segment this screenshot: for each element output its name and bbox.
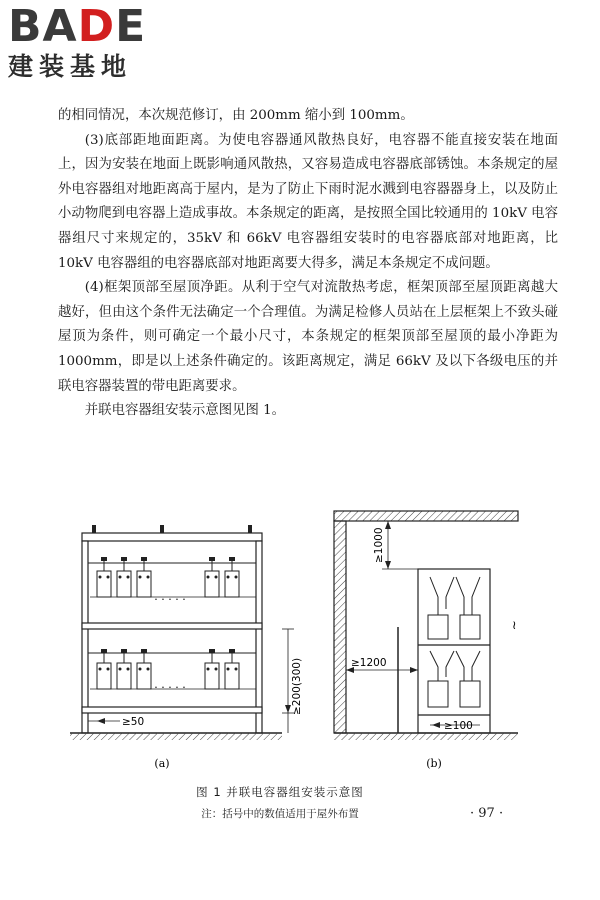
capacitor-unit xyxy=(117,649,131,689)
figure-note: 注：括号中的数值适用于屋外布置 xyxy=(201,808,359,820)
figure-drawing xyxy=(60,505,540,780)
break-mark: ≀ xyxy=(512,618,517,632)
continuation-dots-lower: · · · · · xyxy=(154,681,186,694)
capacitor-unit xyxy=(225,649,239,689)
logo xyxy=(8,1,178,82)
capacitor-unit xyxy=(137,649,151,689)
label-b: (b) xyxy=(426,757,442,770)
paragraph-bottom-clearance: (3)底部距地面距离。为使电容器通风散热良好，电容器不能直接安装在地面上，因为安装在地面上既影响通风散热，又容易造成电容器底部锈蚀。本条规定的屋外电容器组对地距离高于屋内，是为了防止下雨时泥水溅到电容器器身上，以及防止小动物爬到电容器上造成事故。本条规定的距离，是按照全国比较通用的 10kV 电容器组尺寸来规定的，35kV 和 66kV 电容器组安装时的电容器底部对地距离，比 10kV 电容器组的电容器底部对地距离要大得多，满足本条规定不成问题。 xyxy=(58,132,558,271)
figure-caption: 图 1 并联电容器组安装示意图 xyxy=(196,785,364,799)
frame-bottom-shelf xyxy=(82,707,262,713)
label-a: (a) xyxy=(154,757,170,770)
frame-left-post xyxy=(82,541,88,733)
ground-hatch xyxy=(70,733,282,740)
capacitor-unit xyxy=(97,649,111,689)
dim-wall-clearance: ≥1200 xyxy=(351,657,387,669)
drawing-a xyxy=(70,525,303,770)
logo-subtitle: 建装基地 xyxy=(8,52,133,81)
dim-roof-clearance: ≥1000 xyxy=(373,527,385,563)
paragraph-continuation: 的相同情况，本次规范修订，由 200mm 缩小到 100mm。 xyxy=(58,108,414,123)
ground-hatch-b xyxy=(334,733,518,740)
roof-slab xyxy=(334,511,518,521)
paragraph-figure-reference: 并联电容器组安装示意图见图 1。 xyxy=(84,403,286,419)
dim-gap: ≥50 xyxy=(122,716,145,728)
page-number: · 97 · xyxy=(470,806,504,821)
capacitor-installation-figure xyxy=(60,505,540,780)
frame-middle-shelf xyxy=(82,623,262,629)
dim-bottom-clearance: ≥100 xyxy=(444,720,473,732)
paragraph-roof-clearance: (4)框架顶部至屋顶净距。从利于空气对流散热考虑，框架顶部至屋顶距离越大越好，但由这个条件无法确定一个合理值。为满足检修人员站在上层框架上不致头碰屋顶为条件，则可确定一个最小尺寸，本条规定的框架顶部至屋顶的最小净距为 1000mm，即是以上述条件确定的。该距离规定，满足 66kV 及以下各级电压的并联电容器装置的带电距离要求。 xyxy=(58,280,558,394)
frame-right-post xyxy=(256,541,262,733)
frame-top-beam xyxy=(82,533,262,541)
drawing-b xyxy=(334,511,518,770)
capacitor-unit xyxy=(205,649,219,689)
wall xyxy=(334,521,346,733)
body-text xyxy=(58,104,558,424)
continuation-dots-upper: · · · · · xyxy=(154,593,186,606)
dim-capacitor-height: ≥200(300) xyxy=(291,657,303,715)
logo-wordmark: BADE xyxy=(8,1,147,52)
